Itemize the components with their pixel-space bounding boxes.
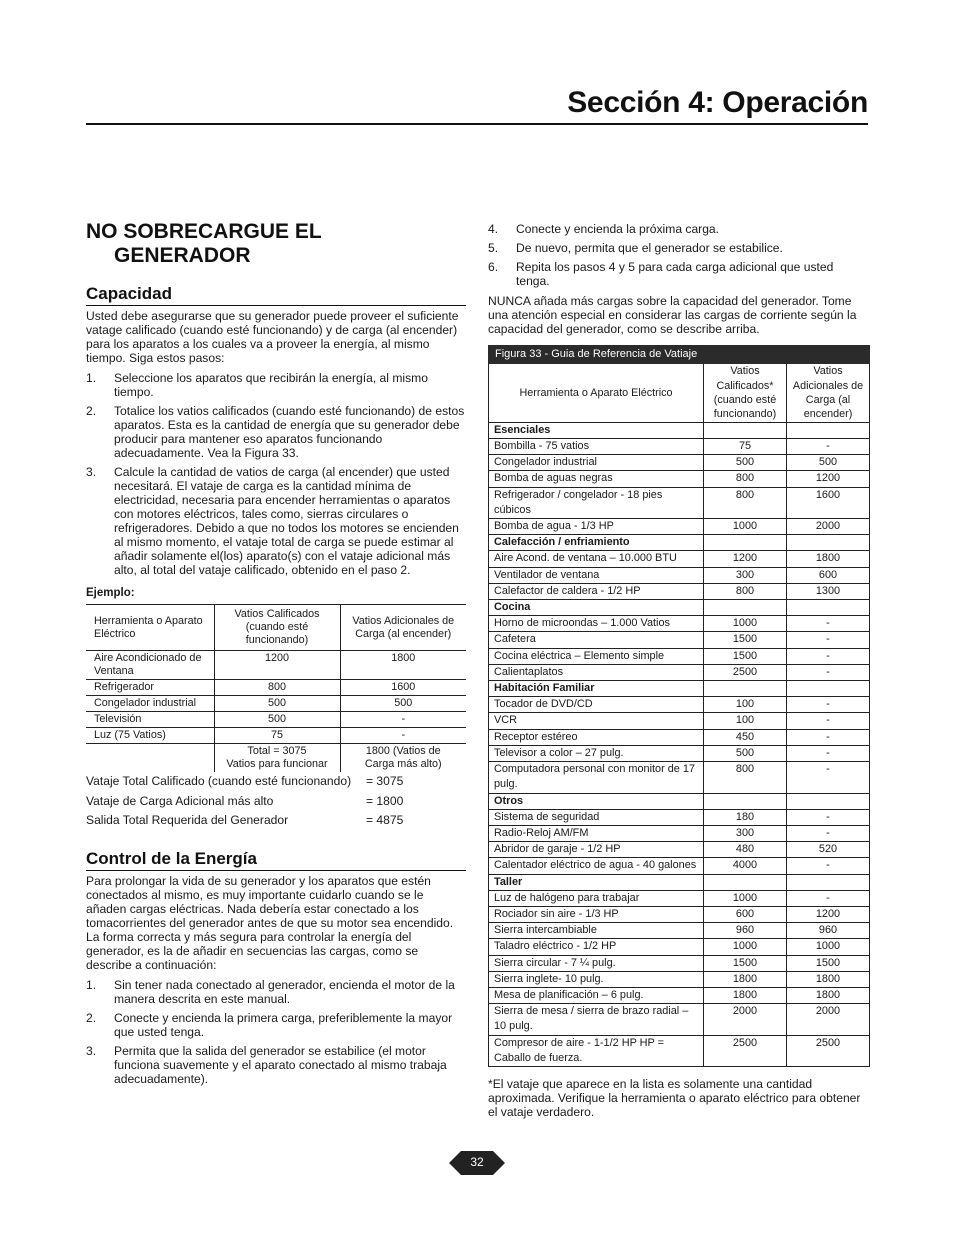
- starting-watts: 1800: [787, 551, 870, 567]
- continued-steps: [488, 222, 870, 288]
- running-watts: 1500: [704, 632, 787, 648]
- sums-block: [86, 772, 466, 831]
- figure-caption-row: [489, 346, 870, 364]
- step-text: Repita los pasos 4 y 5 para cada carga adicional que usted tenga.: [516, 260, 834, 288]
- example-total-row: [86, 744, 466, 773]
- step-number: 5.: [488, 241, 499, 255]
- running-watts: 1000: [704, 939, 787, 955]
- starting-watts: -: [787, 648, 870, 664]
- example-header-col1: Herramienta o Aparato Eléctrico: [86, 605, 214, 651]
- appliance-name: Sierra intercambiable: [489, 923, 704, 939]
- starting-watts: 2500: [787, 1035, 870, 1066]
- running-watts: 500: [704, 745, 787, 761]
- starting-watts: [787, 600, 870, 616]
- sum-value: = 4875: [366, 813, 404, 827]
- example-label: Ejemplo:: [86, 587, 135, 599]
- capacidad-step: [86, 371, 466, 399]
- figure-category-row: [489, 535, 870, 551]
- figure-table-row: [489, 971, 870, 987]
- step-text: Conecte y encienda la próxima carga.: [516, 222, 720, 236]
- sum-value: = 3075: [366, 774, 404, 788]
- starting-watts: 600: [787, 567, 870, 583]
- starting-watts: -: [787, 713, 870, 729]
- step-text: Permita que la salida del generador se estabilice (el motor funciona suavemente y el aparato conectado al mismo trabaja adecuadamente).: [114, 1043, 447, 1086]
- warning-text: NUNCA añada más cargas sobre la capacidad del generador. Tome una atención especial en considerar las cargas de corriente según la capacidad del generador, como se describe arriba.: [488, 294, 857, 336]
- running-watts: 500: [704, 455, 787, 471]
- appliance-name: Calientaplatos: [489, 664, 704, 680]
- step-number: 6.: [488, 260, 499, 274]
- figure-caption: Figura 33 - Guia de Referencia de Vatiaje: [489, 346, 870, 364]
- appliance-name: Televisor a color – 27 pulg.: [489, 745, 704, 761]
- capacidad-heading: Capacidad: [86, 284, 466, 306]
- appliance-name: Congelador industrial: [489, 455, 704, 471]
- starting-watts: 1600: [787, 487, 870, 518]
- figure-header-col1: Herramienta o Aparato Eléctrico: [489, 364, 704, 423]
- figure-category-row: [489, 422, 870, 438]
- page-title: Sección 4: Operación: [567, 86, 868, 119]
- starting-watts: [787, 535, 870, 551]
- running-watts: 1800: [704, 987, 787, 1003]
- figure-table-row: [489, 439, 870, 455]
- starting-watts: -: [787, 439, 870, 455]
- running-watts: 180: [704, 809, 787, 825]
- sum-row: [86, 811, 466, 831]
- figure-table-row: [489, 809, 870, 825]
- running-watts: 2500: [704, 1035, 787, 1066]
- running-watts: 100: [704, 713, 787, 729]
- control-step: [86, 1044, 466, 1086]
- running-watts: 800: [704, 471, 787, 487]
- category-name: Cocina: [489, 600, 704, 616]
- running-watts: 800: [704, 583, 787, 599]
- appliance-name: Sierra circular - 7 ¼ pulg.: [489, 955, 704, 971]
- figure-table-row: [489, 583, 870, 599]
- category-name: Habitación Familiar: [489, 681, 704, 697]
- continued-step: [488, 260, 870, 288]
- starting-watts: -: [787, 632, 870, 648]
- example-cell: 800: [214, 680, 340, 696]
- running-watts: 75: [704, 439, 787, 455]
- running-watts: [704, 422, 787, 438]
- running-watts: [704, 681, 787, 697]
- running-watts: 1000: [704, 519, 787, 535]
- example-total-start: [340, 744, 466, 773]
- appliance-name: Calentador eléctrico de agua - 40 galones: [489, 858, 704, 874]
- example-cell: Refrigerador: [86, 680, 214, 696]
- example-total-spacer: [86, 744, 214, 773]
- starting-watts: -: [787, 809, 870, 825]
- running-watts: 1800: [704, 971, 787, 987]
- starting-watts: -: [787, 890, 870, 906]
- continued-step: [488, 222, 870, 236]
- category-name: Calefacción / enfriamiento: [489, 535, 704, 551]
- sum-row: [86, 772, 466, 792]
- figure-category-row: [489, 600, 870, 616]
- step-number: 3.: [86, 1043, 97, 1058]
- step-text: Seleccione los aparatos que recibirán la energía, al mismo tiempo.: [114, 371, 428, 399]
- example-cell: 500: [340, 696, 466, 712]
- figure-table-row: [489, 632, 870, 648]
- starting-watts: 960: [787, 923, 870, 939]
- figure-category-row: [489, 793, 870, 809]
- figure-table-row: [489, 842, 870, 858]
- appliance-name: Compresor de aire - 1-1/2 HP HP = Caballo de fuerza.: [489, 1035, 704, 1066]
- figure-table-row: [489, 713, 870, 729]
- starting-watts: 1000: [787, 939, 870, 955]
- control-step: [86, 978, 466, 1006]
- step-number: 1.: [86, 977, 97, 992]
- appliance-name: Bomba de aguas negras: [489, 471, 704, 487]
- control-heading: Control de la Energía: [86, 849, 466, 871]
- starting-watts: 2000: [787, 1004, 870, 1035]
- appliance-name: Ventilador de ventana: [489, 567, 704, 583]
- category-name: Taller: [489, 874, 704, 890]
- capacidad-intro: Usted debe asegurarse que su generador puede proveer el suficiente vatage calificado (cuando esté funcionando) y de carga (al encender) para los aparatos a los cuales va a proveer la energía, al mismo tiempo. Siga estos pasos:: [86, 309, 459, 365]
- example-cell: Luz (75 Vatios): [86, 728, 214, 744]
- continued-step: [488, 241, 870, 255]
- example-cell: 1800: [340, 651, 466, 680]
- running-watts: 800: [704, 762, 787, 793]
- example-cell: Televisión: [86, 712, 214, 728]
- figure-category-row: [489, 681, 870, 697]
- running-watts: [704, 874, 787, 890]
- step-number: 2.: [86, 1010, 97, 1025]
- figure-table-row: [489, 955, 870, 971]
- total-running-value: Total = 3075: [247, 745, 307, 757]
- capacidad-step: [86, 465, 466, 577]
- figure-category-row: [489, 874, 870, 890]
- appliance-name: VCR: [489, 713, 704, 729]
- example-cell: -: [340, 712, 466, 728]
- page-number: 32: [470, 1155, 484, 1169]
- step-number: 4.: [488, 222, 499, 236]
- figure-33-table: [488, 345, 870, 1067]
- figure-table-row: [489, 906, 870, 922]
- example-cell: 500: [214, 696, 340, 712]
- example-table-row: [86, 651, 466, 680]
- appliance-name: Sistema de seguridad: [489, 809, 704, 825]
- total-start-sub: Carga más alto): [364, 758, 442, 770]
- figure-table-row: [489, 923, 870, 939]
- header-rule: [86, 123, 868, 125]
- example-cell: 75: [214, 728, 340, 744]
- section-heading: [86, 220, 466, 268]
- step-text: Totalice los vatios calificados (cuando esté funcionando) de estos aparatos. Esta es la cantidad de energía que su generador debe producir para mantener eso aparatos funcionando adecuadamente. Vea la Figura 33.: [114, 404, 465, 460]
- step-number: 2.: [86, 404, 97, 418]
- starting-watts: -: [787, 825, 870, 841]
- step-text: Conecte y encienda la primera carga, preferiblemente la mayor que usted tenga.: [114, 1010, 453, 1039]
- running-watts: 100: [704, 697, 787, 713]
- figure-table-row: [489, 697, 870, 713]
- appliance-name: Aire Acond. de ventana – 10.000 BTU: [489, 551, 704, 567]
- step-number: 3.: [86, 465, 97, 479]
- running-watts: 450: [704, 729, 787, 745]
- running-watts: 960: [704, 923, 787, 939]
- figure-table-row: [489, 825, 870, 841]
- figure-table-row: [489, 487, 870, 518]
- sum-label: Vataje Total Calificado (cuando esté funcionando): [86, 774, 352, 788]
- appliance-name: Cocina eléctrica – Elemento simple: [489, 648, 704, 664]
- section-heading-line1: NO SOBRECARGUE EL: [86, 220, 322, 243]
- figure-table-row: [489, 616, 870, 632]
- figure-table-row: [489, 987, 870, 1003]
- example-table-row: [86, 696, 466, 712]
- figure-table-row: [489, 762, 870, 793]
- example-total-running: [214, 744, 340, 773]
- example-table-row: [86, 712, 466, 728]
- figure-table-row: [489, 939, 870, 955]
- starting-watts: 520: [787, 842, 870, 858]
- running-watts: 4000: [704, 858, 787, 874]
- capacidad-step: [86, 404, 466, 460]
- example-cell: 1600: [340, 680, 466, 696]
- capacidad-steps: [86, 371, 466, 577]
- running-watts: 2000: [704, 1004, 787, 1035]
- appliance-name: Taladro eléctrico - 1/2 HP: [489, 939, 704, 955]
- starting-watts: -: [787, 729, 870, 745]
- sum-row: [86, 792, 466, 812]
- figure-table-row: [489, 551, 870, 567]
- figure-header-row: [489, 364, 870, 423]
- appliance-name: Refrigerador / congelador - 18 pies cúbicos: [489, 487, 704, 518]
- running-watts: 1500: [704, 955, 787, 971]
- starting-watts: 1800: [787, 971, 870, 987]
- running-watts: 800: [704, 487, 787, 518]
- appliance-name: Rociador sin aire - 1/3 HP: [489, 906, 704, 922]
- figure-header-col2: Vatios Calificados* (cuando esté funcionando): [704, 364, 787, 423]
- running-watts: 2500: [704, 664, 787, 680]
- sum-label: Salida Total Requerida del Generador: [86, 813, 289, 827]
- running-watts: 300: [704, 825, 787, 841]
- starting-watts: 1500: [787, 955, 870, 971]
- running-watts: 1500: [704, 648, 787, 664]
- figure-table-row: [489, 729, 870, 745]
- starting-watts: -: [787, 664, 870, 680]
- starting-watts: -: [787, 745, 870, 761]
- running-watts: 1000: [704, 616, 787, 632]
- sum-value: = 1800: [366, 793, 404, 808]
- example-table: [86, 604, 466, 772]
- starting-watts: 1200: [787, 906, 870, 922]
- running-watts: 600: [704, 906, 787, 922]
- appliance-name: Abridor de garaje - 1/2 HP: [489, 842, 704, 858]
- step-text: De nuevo, permita que el generador se estabilice.: [516, 241, 783, 255]
- starting-watts: -: [787, 858, 870, 874]
- running-watts: 480: [704, 842, 787, 858]
- figure-table-row: [489, 519, 870, 535]
- example-header-col2: Vatios Calificados (cuando esté funcionando): [214, 605, 340, 651]
- appliance-name: Sierra inglete- 10 pulg.: [489, 971, 704, 987]
- left-column: [86, 220, 466, 1091]
- appliance-name: Receptor estéreo: [489, 729, 704, 745]
- starting-watts: -: [787, 616, 870, 632]
- step-number: 1.: [86, 371, 97, 385]
- running-watts: 300: [704, 567, 787, 583]
- figure-table-row: [489, 455, 870, 471]
- example-cell: 1200: [214, 651, 340, 680]
- category-name: Otros: [489, 793, 704, 809]
- figure-table-row: [489, 858, 870, 874]
- running-watts: 1200: [704, 551, 787, 567]
- running-watts: 1000: [704, 890, 787, 906]
- appliance-name: Bomba de agua - 1/3 HP: [489, 519, 704, 535]
- sum-label: Vataje de Carga Adicional más alto: [86, 793, 274, 808]
- page-number-badge: [449, 1151, 505, 1175]
- control-intro: Para prolongar la vida de su generador y los aparatos que estén conectados al mismo, es muy importante cuidarlo cuando se le añaden cargas eléctricas. Nada debería estar conectado a los tomacorrientes del generador antes de que su motor sea encendido. La forma correcta y más segura para controlar la energía del generador, es la de añadir en secuencias las cargas, como se describe a continuación:: [86, 873, 454, 972]
- starting-watts: [787, 422, 870, 438]
- appliance-name: Luz de halógeno para trabajar: [489, 890, 704, 906]
- appliance-name: Cafetera: [489, 632, 704, 648]
- starting-watts: [787, 681, 870, 697]
- example-table-row: [86, 680, 466, 696]
- appliance-name: Calefactor de caldera - 1/2 HP: [489, 583, 704, 599]
- starting-watts: [787, 793, 870, 809]
- example-table-header: [86, 605, 466, 651]
- running-watts: [704, 535, 787, 551]
- appliance-name: Horno de microondas – 1.000 Vatios: [489, 616, 704, 632]
- starting-watts: 2000: [787, 519, 870, 535]
- step-text: Sin tener nada conectado al generador, encienda el motor de la manera descrita en este manual.: [114, 977, 455, 1006]
- starting-watts: 1300: [787, 583, 870, 599]
- example-table-row: [86, 728, 466, 744]
- figure-table-row: [489, 664, 870, 680]
- figure-header-col3: Vatios Adicionales de Carga (al encender): [787, 364, 870, 423]
- starting-watts: 500: [787, 455, 870, 471]
- appliance-name: Mesa de planificación – 6 pulg.: [489, 987, 704, 1003]
- figure-table-row: [489, 745, 870, 761]
- example-cell: Congelador industrial: [86, 696, 214, 712]
- appliance-name: Radio-Reloj AM/FM: [489, 825, 704, 841]
- total-running-sub: Vatios para funcionar: [226, 758, 328, 770]
- control-step: [86, 1011, 466, 1039]
- figure-table-row: [489, 648, 870, 664]
- section-heading-line2: GENERADOR: [114, 244, 251, 267]
- appliance-name: Sierra de mesa / sierra de brazo radial – 10 pulg.: [489, 1004, 704, 1035]
- appliance-name: Computadora personal con monitor de 17 pulg.: [489, 762, 704, 793]
- appliance-name: Bombilla - 75 vatios: [489, 439, 704, 455]
- example-cell: 500: [214, 712, 340, 728]
- example-cell: Aire Acondicionado de Ventana: [86, 651, 214, 680]
- example-header-col3: Vatios Adicionales de Carga (al encender): [340, 605, 466, 651]
- figure-table-row: [489, 1004, 870, 1035]
- starting-watts: 1800: [787, 987, 870, 1003]
- control-steps: [86, 978, 466, 1086]
- running-watts: [704, 600, 787, 616]
- starting-watts: -: [787, 697, 870, 713]
- right-column: [488, 222, 870, 1119]
- example-cell: -: [340, 728, 466, 744]
- starting-watts: [787, 874, 870, 890]
- figure-table-row: [489, 471, 870, 487]
- starting-watts: 1200: [787, 471, 870, 487]
- appliance-name: Tocador de DVD/CD: [489, 697, 704, 713]
- figure-table-row: [489, 890, 870, 906]
- category-name: Esenciales: [489, 422, 704, 438]
- step-text: Calcule la cantidad de vatios de carga (al encender) que usted necesitará. El vataje de carga es la cantidad mínima de electricidad, necesaria para encender herramientas o aparatos con motores eléctricos, tales como, sierras circulares o refrigeradores. Debido a que no todos los motores se encienden al mismo momento, el vataje total de carga se puede estimar al añadir solamente el(los) aparato(s) con el vataje adicional más alto, al total del vataje calificado, obtenido en el paso 2.: [114, 465, 459, 577]
- footnote: *El vataje que aparece en la lista es solamente una cantidad aproximada. Verifique la herramienta o aparato eléctrico para obtener el vataje verdadero.: [488, 1076, 861, 1119]
- figure-table-row: [489, 567, 870, 583]
- figure-table-row: [489, 1035, 870, 1066]
- running-watts: [704, 793, 787, 809]
- starting-watts: -: [787, 762, 870, 793]
- total-start-value: 1800 (Vatios de: [365, 745, 441, 757]
